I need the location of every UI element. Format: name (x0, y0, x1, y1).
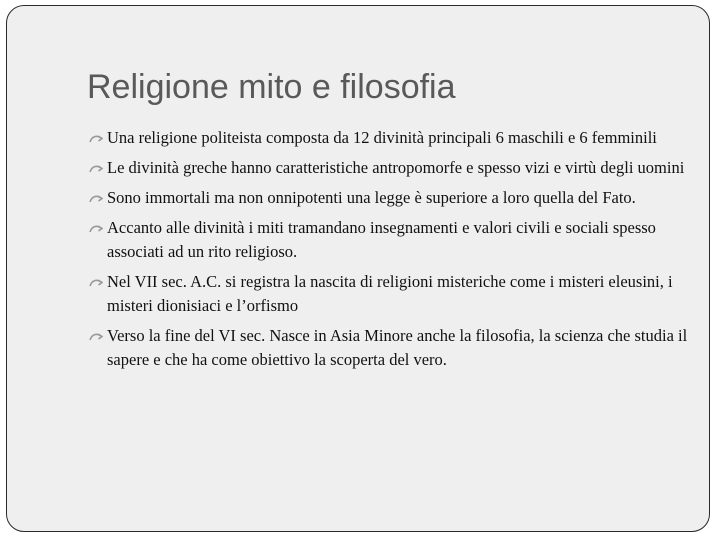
bullet-text: Nel VII sec. A.C. si registra la nascita di religioni misteriche come i misteri eleusini, i misteri dionisiaci e l’orfismo (107, 272, 673, 315)
bullet-text: Le divinità greche hanno caratteristiche antropomorfe e spesso vizi e virtù degli uomini (107, 158, 685, 177)
bullet-item (87, 216, 695, 264)
bullet-item (87, 324, 695, 372)
curved-arrow-icon (89, 224, 103, 234)
bullet-text: Accanto alle divinità i miti tramandano insegnamenti e valori civili e sociali spesso associati ad un rito religioso. (107, 218, 656, 261)
slide-frame (6, 5, 710, 532)
bullet-item (87, 270, 695, 318)
bullet-text: Una religione politeista composta da 12 divinità principali 6 maschili e 6 femminili (107, 128, 657, 147)
bullet-list (87, 126, 695, 378)
curved-arrow-icon (89, 134, 103, 144)
curved-arrow-icon (89, 278, 103, 288)
slide-title: Religione mito e filosofia (87, 68, 456, 106)
bullet-item (87, 156, 695, 180)
curved-arrow-icon (89, 332, 103, 342)
bullet-text: Sono immortali ma non onnipotenti una legge è superiore a loro quella del Fato. (107, 188, 636, 207)
bullet-item (87, 186, 695, 210)
bullet-text: Verso la fine del VI sec. Nasce in Asia Minore anche la filosofia, la scienza che studia il sapere e che ha come obiettivo la scoperta del vero. (107, 326, 688, 369)
bullet-item (87, 126, 695, 150)
curved-arrow-icon (89, 164, 103, 174)
curved-arrow-icon (89, 194, 103, 204)
